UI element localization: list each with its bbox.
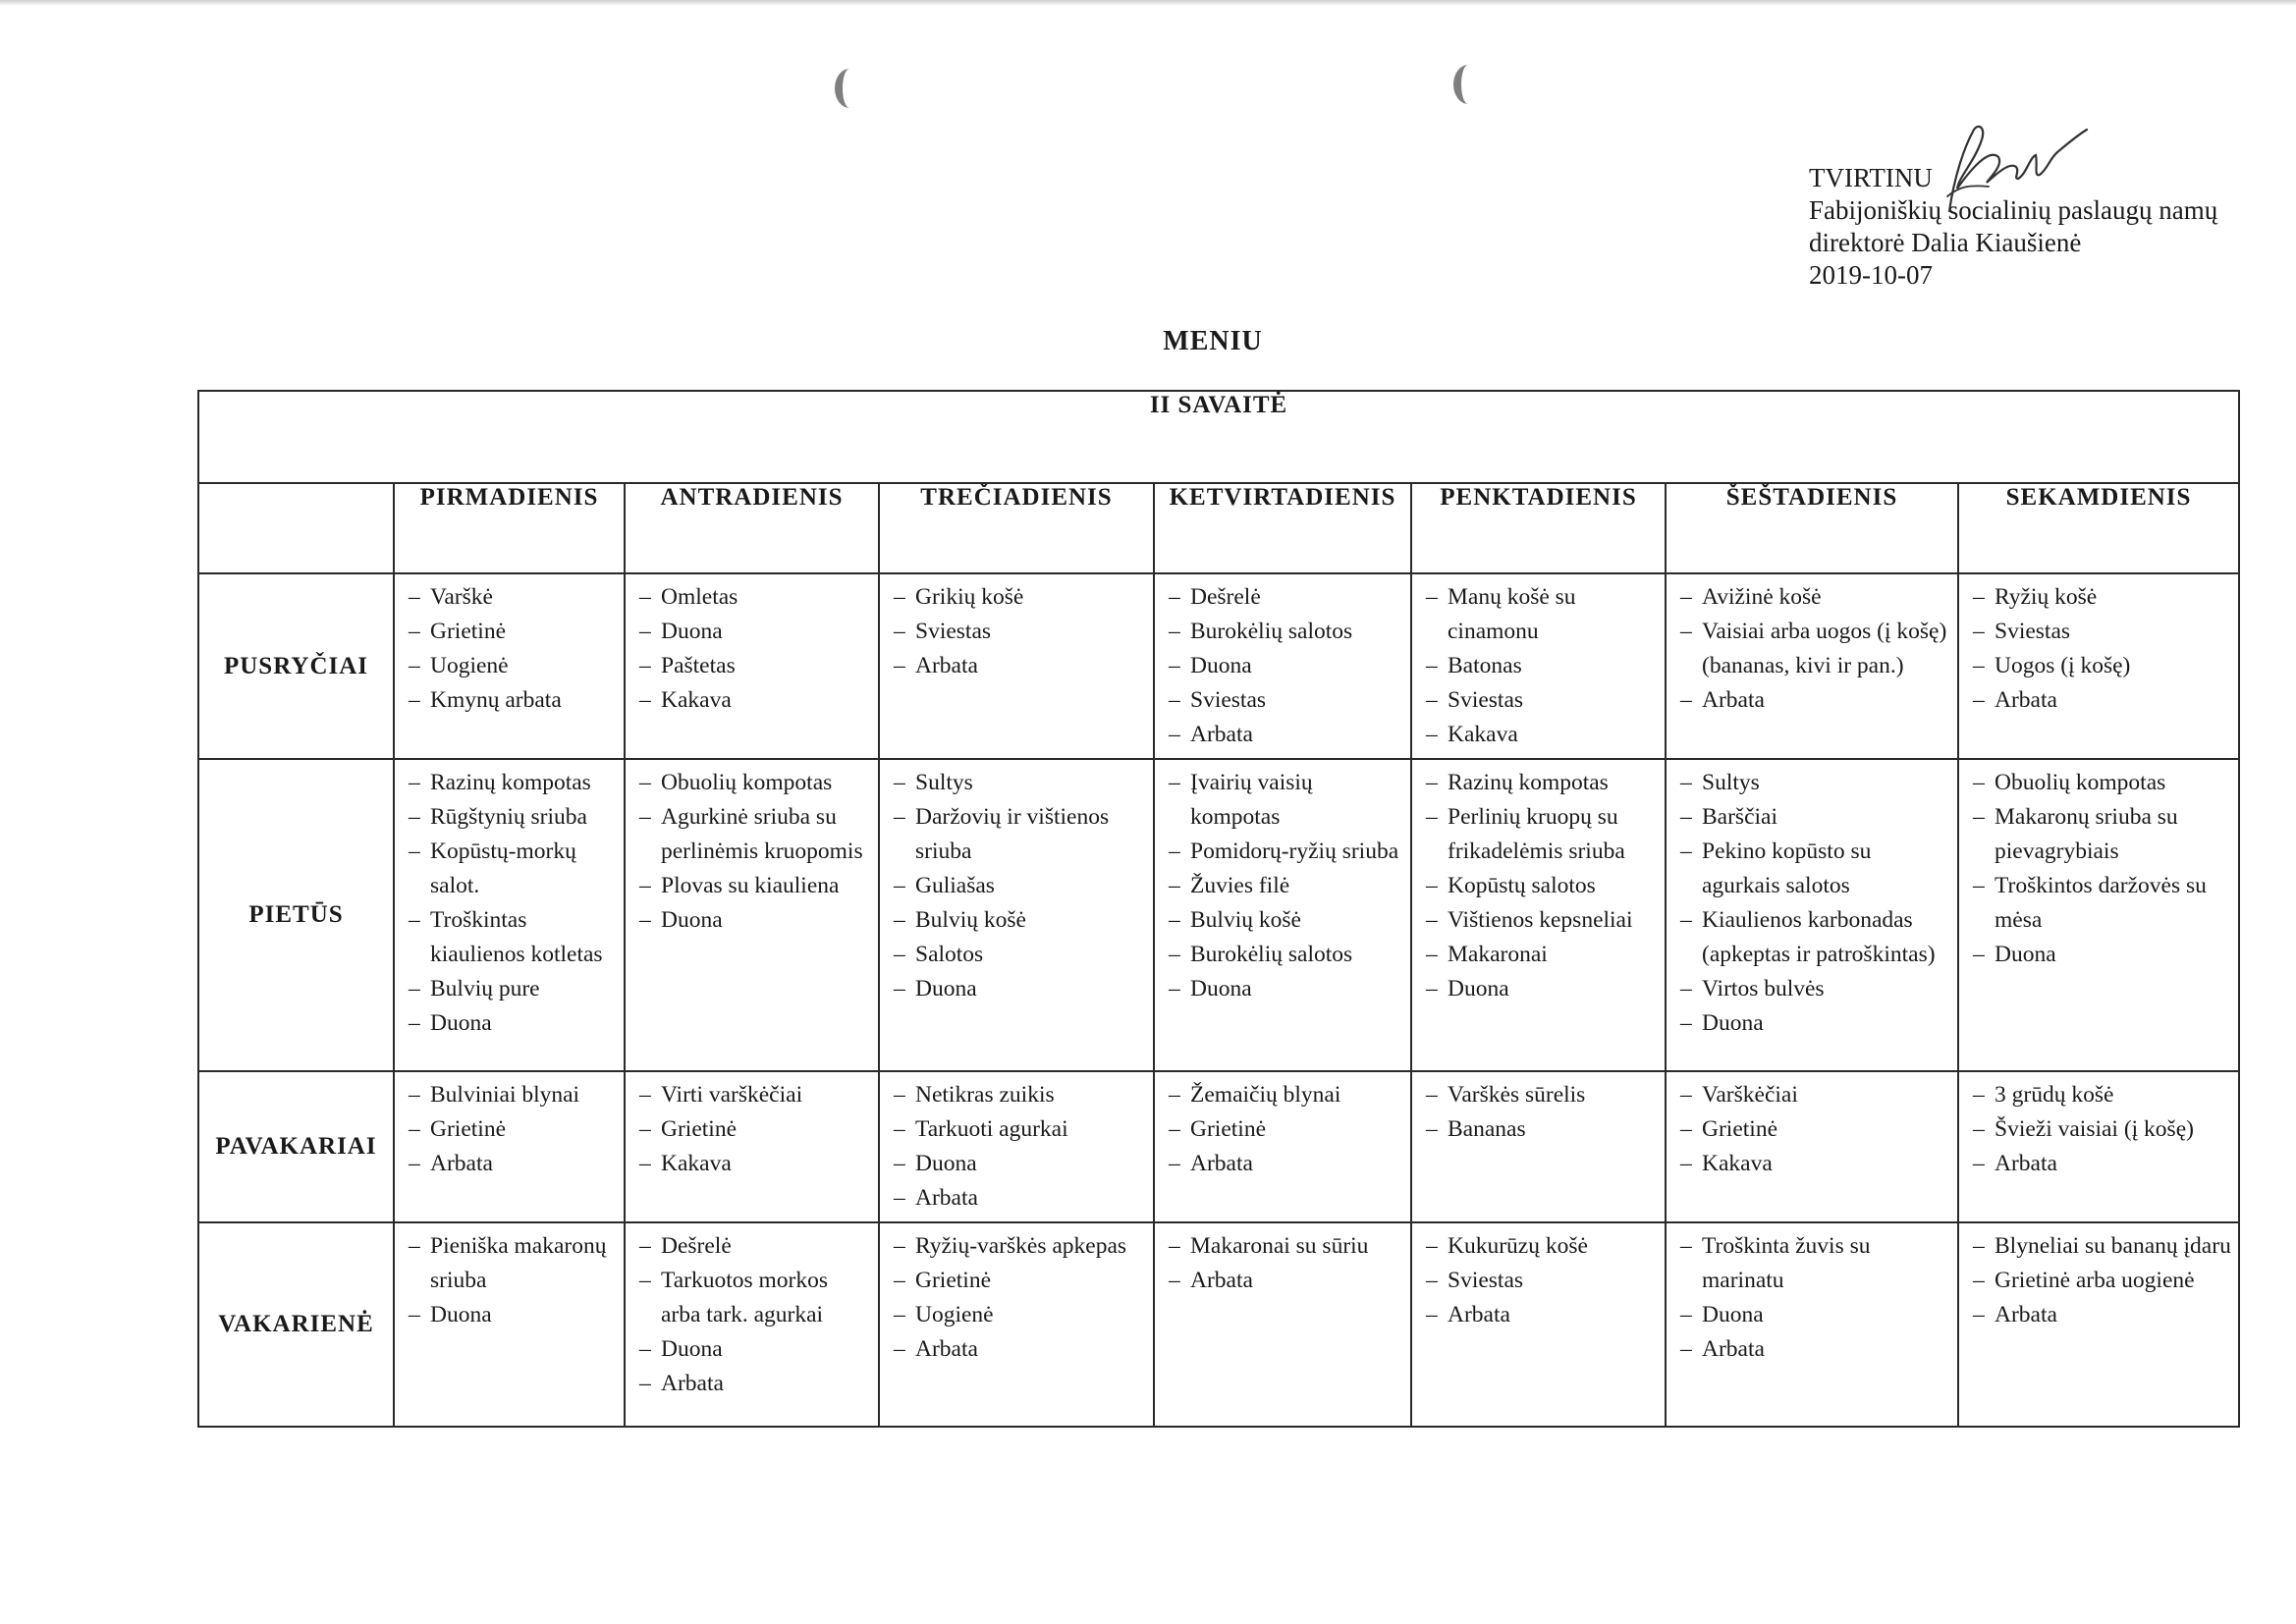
- menu-item: – Varškėčiai: [1680, 1078, 1951, 1112]
- menu-item: – Duona: [894, 1147, 1147, 1181]
- day-header: TREČIADIENIS: [879, 483, 1154, 573]
- menu-item: – Duona: [1973, 938, 2232, 972]
- day-header: SEKAMDIENIS: [1958, 483, 2239, 573]
- menu-item: – Grikių košė: [894, 580, 1147, 615]
- menu-item-list: [1155, 1223, 1410, 1304]
- menu-item: – Bulvių pure: [409, 972, 618, 1006]
- menu-item: – Sviestas: [1973, 615, 2232, 649]
- menu-item: – Guliašas: [894, 869, 1147, 903]
- menu-item: – Kmynų arbata: [409, 683, 618, 718]
- menu-item-list: [1959, 574, 2238, 724]
- menu-item: – Troškintas kiaulienos kotletas: [409, 903, 618, 972]
- menu-item: – Grietinė: [894, 1264, 1147, 1298]
- day-header: ANTRADIENIS: [625, 483, 879, 573]
- corner-cell: [198, 483, 394, 573]
- menu-item: – Paštetas: [639, 649, 872, 683]
- menu-item: – Duona: [894, 972, 1147, 1006]
- menu-cell: [1411, 573, 1666, 759]
- menu-item: – 3 grūdų košė: [1973, 1078, 2232, 1112]
- menu-item: – Bulviniai blynai: [409, 1078, 618, 1112]
- menu-item: – Virti varškėčiai: [639, 1078, 872, 1112]
- menu-item-list: [880, 1072, 1153, 1221]
- menu-item: – Arbata: [1680, 1332, 1951, 1367]
- menu-item: – Varškės sūrelis: [1426, 1078, 1659, 1112]
- meal-row-dinner: [198, 1222, 2239, 1427]
- menu-item-list: [626, 574, 878, 724]
- menu-item: – Kopūstų-morkų salot.: [409, 835, 618, 903]
- approval-institution: Fabijoniškių socialinių paslaugų namų: [1809, 195, 2218, 225]
- menu-item: – Pekino kopūsto su agurkais salotos: [1680, 835, 1951, 903]
- menu-item: – Duona: [639, 903, 872, 938]
- menu-item: – Bulvių košė: [1169, 903, 1404, 938]
- meal-label: PAVAKARIAI: [198, 1071, 394, 1222]
- day-header: PIRMADIENIS: [394, 483, 625, 573]
- menu-cell: [1411, 1071, 1666, 1222]
- menu-item: – Vištienos kepsneliai: [1426, 903, 1659, 938]
- menu-cell: [1666, 573, 1958, 759]
- menu-item: – Arbata: [1169, 1147, 1404, 1181]
- menu-item: – Pomidorų-ryžių sriuba: [1169, 835, 1404, 869]
- menu-item: – Perlinių kruopų su frikadelėmis sriuba: [1426, 800, 1659, 869]
- meal-label: PUSRYČIAI: [198, 573, 394, 759]
- menu-item: – Salotos: [894, 938, 1147, 972]
- menu-item: – Agurkinė sriuba su perlinėmis kruopomis: [639, 800, 872, 869]
- punch-hole-left: [835, 69, 864, 108]
- menu-table: [197, 390, 2240, 1428]
- menu-item: – Makaronai: [1426, 938, 1659, 972]
- menu-cell: [1154, 1071, 1411, 1222]
- menu-item: – Grietinė arba uogienė: [1973, 1264, 2232, 1298]
- menu-item: – Obuolių kompotas: [1973, 766, 2232, 800]
- menu-cell: [1411, 759, 1666, 1071]
- menu-item: – Burokėlių salotos: [1169, 615, 1404, 649]
- approval-tvirtinu: TVIRTINU: [1809, 163, 1933, 192]
- menu-item: – Sviestas: [1426, 683, 1659, 718]
- menu-item: – Duona: [1680, 1006, 1951, 1041]
- menu-item: – Duona: [409, 1298, 618, 1332]
- menu-item-list: [395, 1072, 624, 1187]
- menu-item: – Žuvies filė: [1169, 869, 1404, 903]
- menu-item: – Netikras zuikis: [894, 1078, 1147, 1112]
- menu-cell: [1958, 573, 2239, 759]
- menu-cell: [1154, 759, 1411, 1071]
- menu-cell: [879, 1222, 1154, 1427]
- menu-item: – Daržovių ir vištienos sriuba: [894, 800, 1147, 869]
- meal-label: PIETŪS: [198, 759, 394, 1071]
- menu-item: – Grietinė: [409, 1112, 618, 1147]
- menu-item: – Duona: [409, 1006, 618, 1041]
- menu-item: – Razinų kompotas: [409, 766, 618, 800]
- menu-item: – Arbata: [1169, 1264, 1404, 1298]
- menu-item: – Sultys: [1680, 766, 1951, 800]
- menu-item: – Troškinta žuvis su marinatu: [1680, 1229, 1951, 1298]
- menu-cell: [394, 1071, 625, 1222]
- menu-item: – Kopūstų salotos: [1426, 869, 1659, 903]
- handwritten-signature: [1930, 118, 2097, 226]
- document-title: MENIU: [1163, 326, 1263, 356]
- menu-cell: [879, 573, 1154, 759]
- menu-item: – Grietinė: [639, 1112, 872, 1147]
- menu-item: – Arbata: [409, 1147, 618, 1181]
- menu-item: – Įvairių vaisių kompotas: [1169, 766, 1404, 835]
- menu-item: – Kukurūzų košė: [1426, 1229, 1659, 1264]
- menu-cell: [1666, 1222, 1958, 1427]
- menu-cell: [879, 1071, 1154, 1222]
- menu-item-list: [1959, 1223, 2238, 1338]
- menu-item: – Kakava: [639, 683, 872, 718]
- menu-item-list: [1155, 1072, 1410, 1187]
- menu-cell: [625, 1222, 879, 1427]
- menu-item: – Blyneliai su bananų įdaru: [1973, 1229, 2232, 1264]
- menu-item: – Sviestas: [894, 615, 1147, 649]
- menu-cell: [1666, 759, 1958, 1071]
- menu-item: – Troškintos daržovės su mėsa: [1973, 869, 2232, 938]
- menu-cell: [1154, 573, 1411, 759]
- day-header: KETVIRTADIENIS: [1154, 483, 1411, 573]
- menu-cell: [1958, 759, 2239, 1071]
- menu-cell: [394, 573, 625, 759]
- menu-cell: [625, 1071, 879, 1222]
- punch-hole-right: [1453, 65, 1483, 104]
- menu-item-list: [1667, 574, 1957, 724]
- day-header-row: [198, 483, 2239, 573]
- menu-item-list: [395, 574, 624, 724]
- menu-item: – Plovas su kiauliena: [639, 869, 872, 903]
- menu-item-list: [1667, 1223, 1957, 1373]
- menu-cell: [1958, 1071, 2239, 1222]
- menu-item: – Arbata: [894, 1332, 1147, 1367]
- day-header: PENKTADIENIS: [1411, 483, 1666, 573]
- menu-item: – Uogienė: [894, 1298, 1147, 1332]
- menu-item-list: [880, 1223, 1153, 1373]
- menu-item: – Rūgštynių sriuba: [409, 800, 618, 835]
- meal-label: VAKARIENĖ: [198, 1222, 394, 1427]
- meal-row-afternoon-snack: [198, 1071, 2239, 1222]
- menu-item-list: [626, 760, 878, 944]
- menu-item-list: [395, 760, 624, 1047]
- menu-item-list: [1667, 760, 1957, 1047]
- menu-item: – Sviestas: [1169, 683, 1404, 718]
- menu-item: – Arbata: [1973, 1147, 2232, 1181]
- menu-item-list: [395, 1223, 624, 1338]
- menu-item: – Sviestas: [1426, 1264, 1659, 1298]
- menu-item: – Dešrelė: [1169, 580, 1404, 615]
- meal-row-breakfast: [198, 573, 2239, 759]
- menu-item: – Uogienė: [409, 649, 618, 683]
- menu-item: – Dešrelė: [639, 1229, 872, 1264]
- menu-cell: [625, 759, 879, 1071]
- menu-cell: [1154, 1222, 1411, 1427]
- menu-item: – Arbata: [1973, 1298, 2232, 1332]
- menu-item: – Bananas: [1426, 1112, 1659, 1147]
- menu-item-list: [880, 760, 1153, 1012]
- menu-item-list: [1959, 760, 2238, 978]
- menu-item: – Arbata: [894, 1181, 1147, 1216]
- menu-item: – Uogos (į košę): [1973, 649, 2232, 683]
- menu-item-list: [626, 1223, 878, 1407]
- menu-item: – Arbata: [1169, 718, 1404, 752]
- menu-item: – Ryžių košė: [1973, 580, 2232, 615]
- menu-item: – Kakava: [1680, 1147, 1951, 1181]
- menu-item-list: [1412, 1223, 1665, 1338]
- menu-item: – Duona: [1169, 649, 1404, 683]
- menu-item: – Arbata: [1426, 1298, 1659, 1332]
- menu-cell: [1666, 1071, 1958, 1222]
- menu-item: – Duona: [1680, 1298, 1951, 1332]
- menu-item: – Varškė: [409, 580, 618, 615]
- menu-item: – Obuolių kompotas: [639, 766, 872, 800]
- menu-cell: [1958, 1222, 2239, 1427]
- menu-item: – Bulvių košė: [894, 903, 1147, 938]
- menu-item: – Manų košė su cinamonu: [1426, 580, 1659, 649]
- approval-date: 2019-10-07: [1809, 260, 1933, 290]
- scan-top-edge: [0, 0, 2296, 6]
- menu-item: – Švieži vaisiai (į košę): [1973, 1112, 2232, 1147]
- menu-item: – Kakava: [1426, 718, 1659, 752]
- menu-item-list: [880, 574, 1153, 689]
- menu-cell: [394, 1222, 625, 1427]
- menu-cell: [625, 573, 879, 759]
- menu-item: – Kiaulienos karbonadas (apkeptas ir patroškintas): [1680, 903, 1951, 972]
- menu-item: – Pieniška makaronų sriuba: [409, 1229, 618, 1298]
- menu-item: – Makaronai su sūriu: [1169, 1229, 1404, 1264]
- day-header: ŠEŠTADIENIS: [1666, 483, 1958, 573]
- menu-item: – Grietinė: [409, 615, 618, 649]
- menu-item-list: [1412, 574, 1665, 758]
- menu-item: – Žemaičių blynai: [1169, 1078, 1404, 1112]
- menu-item-list: [1155, 574, 1410, 758]
- menu-item: – Duona: [639, 1332, 872, 1367]
- menu-item: – Duona: [1426, 972, 1659, 1006]
- menu-item: – Makaronų sriuba su pievagrybiais: [1973, 800, 2232, 869]
- menu-item: – Arbata: [894, 649, 1147, 683]
- menu-item: – Omletas: [639, 580, 872, 615]
- menu-item: – Tarkuoti agurkai: [894, 1112, 1147, 1147]
- menu-cell: [394, 759, 625, 1071]
- menu-item-list: [626, 1072, 878, 1187]
- menu-item-list: [1412, 1072, 1665, 1153]
- menu-item: – Grietinė: [1169, 1112, 1404, 1147]
- menu-item: – Sultys: [894, 766, 1147, 800]
- menu-item: – Razinų kompotas: [1426, 766, 1659, 800]
- menu-item: – Tarkuotos morkos arba tark. agurkai: [639, 1264, 872, 1332]
- menu-item: – Arbata: [1680, 683, 1951, 718]
- menu-item: – Ryžių-varškės apkepas: [894, 1229, 1147, 1264]
- menu-item: – Grietinė: [1680, 1112, 1951, 1147]
- menu-item: – Burokėlių salotos: [1169, 938, 1404, 972]
- menu-item: – Batonas: [1426, 649, 1659, 683]
- menu-cell: [879, 759, 1154, 1071]
- menu-item: – Vaisiai arba uogos (į košę) (bananas, kivi ir pan.): [1680, 615, 1951, 683]
- menu-item: – Kakava: [639, 1147, 872, 1181]
- menu-item: – Avižinė košė: [1680, 580, 1951, 615]
- menu-item-list: [1959, 1072, 2238, 1187]
- approval-director: direktorė Dalia Kiaušienė: [1809, 228, 2082, 257]
- menu-cell: [1411, 1222, 1666, 1427]
- menu-item: – Virtos bulvės: [1680, 972, 1951, 1006]
- meal-row-lunch: [198, 759, 2239, 1071]
- week-title: II SAVAITĖ: [198, 391, 2239, 483]
- week-header-row: [198, 391, 2239, 483]
- menu-item-list: [1667, 1072, 1957, 1187]
- menu-item: – Duona: [639, 615, 872, 649]
- menu-item: – Duona: [1169, 972, 1404, 1006]
- menu-item: – Arbata: [639, 1367, 872, 1401]
- menu-item: – Barščiai: [1680, 800, 1951, 835]
- menu-item: – Arbata: [1973, 683, 2232, 718]
- menu-item-list: [1412, 760, 1665, 1012]
- menu-item-list: [1155, 760, 1410, 1012]
